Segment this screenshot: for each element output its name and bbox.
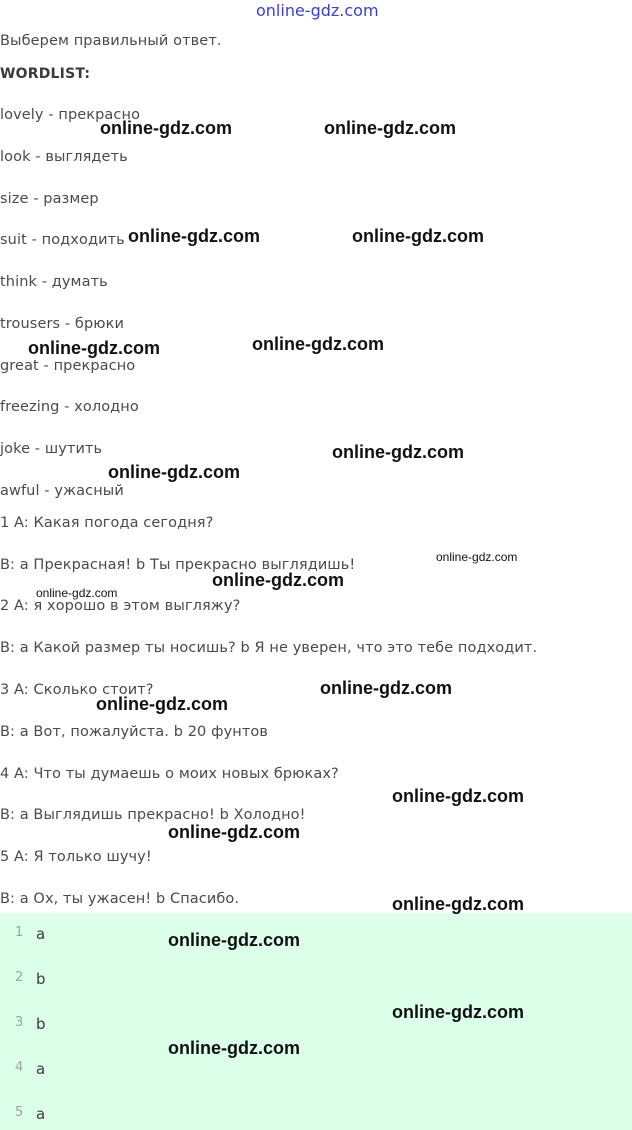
watermark: online-gdz.com [392, 894, 524, 914]
watermark: online-gdz.com [168, 930, 300, 950]
watermark: online-gdz.com [352, 226, 484, 246]
dialogue-line: B: a Вот, пожалуйста. b 20 фунтов [0, 724, 269, 740]
answer-number: 5 [15, 1105, 24, 1120]
wordlist-item: great - прекрасно [0, 358, 136, 374]
watermark: online-gdz.com [392, 786, 524, 806]
wordlist-item: joke - шутить [0, 441, 103, 457]
answer-value: b [36, 970, 46, 988]
watermark: online-gdz.com [332, 442, 464, 462]
watermark: online-gdz.com [436, 550, 518, 564]
watermark: online-gdz.com [320, 678, 452, 698]
wordlist-item: suit - подходить [0, 232, 125, 248]
dialogue-line: 5 A: Я только шучу! [0, 849, 152, 865]
dialogue-line: 2 A: я хорошо в этом выгляжу? [0, 598, 241, 614]
wordlist-item: awful - ужасный [0, 483, 124, 499]
site-watermark: online-gdz.com [256, 1, 379, 20]
watermark: online-gdz.com [96, 694, 228, 714]
dialogue-line: B: a Выглядишь прекрасно! b Холодно! [0, 807, 306, 823]
watermark: online-gdz.com [36, 586, 118, 600]
watermark: online-gdz.com [168, 1038, 300, 1058]
wordlist-heading: WORDLIST: [0, 66, 91, 82]
dialogue-line: 4 A: Что ты думаешь о моих новых брюках? [0, 766, 339, 782]
wordlist-item: look - выглядеть [0, 149, 128, 165]
watermark: online-gdz.com [100, 118, 232, 138]
watermark: online-gdz.com [108, 462, 240, 482]
watermark: online-gdz.com [128, 226, 260, 246]
watermark: online-gdz.com [392, 1002, 524, 1022]
answer-value: b [36, 1015, 46, 1033]
watermark: online-gdz.com [212, 570, 344, 590]
answer-value: a [36, 925, 46, 943]
wordlist-item: lovely - прекрасно [0, 107, 141, 123]
watermark: online-gdz.com [252, 334, 384, 354]
intro-text: Выберем правильный ответ. [0, 33, 222, 49]
wordlist-item: freezing - холодно [0, 399, 139, 415]
watermark: online-gdz.com [324, 118, 456, 138]
dialogue-line: B: a Ох, ты ужасен! b Спасибо. [0, 891, 240, 907]
answer-value: a [36, 1105, 46, 1123]
answer-number: 4 [15, 1060, 24, 1075]
dialogue-line: B: a Прекрасная! b Ты прекрасно выглядишь! [0, 557, 356, 573]
watermark: online-gdz.com [28, 338, 160, 358]
wordlist-item: trousers - брюки [0, 316, 124, 332]
answer-number: 2 [15, 970, 24, 985]
wordlist-item: think - думать [0, 274, 108, 290]
dialogue-line: 3 A: Сколько стоит? [0, 682, 154, 698]
answer-number: 1 [15, 925, 24, 940]
answer-number: 3 [15, 1015, 24, 1030]
wordlist-item: size - размер [0, 191, 99, 207]
answers-panel [0, 913, 632, 1130]
answer-value: a [36, 1060, 46, 1078]
watermark: online-gdz.com [168, 822, 300, 842]
dialogue-line: 1 A: Какая погода сегодня? [0, 515, 214, 531]
dialogue-line: B: a Какой размер ты носишь? b Я не уверен, что это тебе подходит. [0, 640, 538, 656]
